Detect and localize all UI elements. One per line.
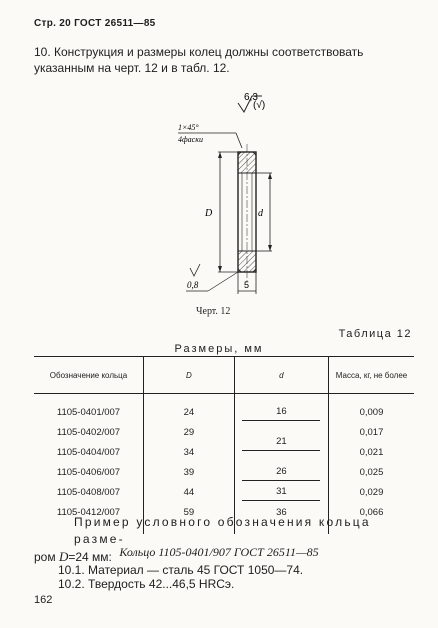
page-header: Стр. 20 ГОСТ 26511—85 [34,18,156,29]
drawing-caption: Черт. 12 [196,306,231,317]
intro-line-1: 10. Конструкция и размеры колец должны соответствовать [34,45,364,59]
dim-D-label: D [205,208,213,219]
table-row: 1105-0412/007 59 36 0,066 [34,502,414,534]
chamfer-label: 1×45° [178,123,199,132]
example-line-2: ром D=24 мм: [34,549,112,564]
intro-line-2: указанным на черт. 12 и в табл. 12. [34,61,230,75]
page-number: 162 [34,594,53,606]
ring-drawing [150,88,310,303]
table-row: 1105-0404/007 34 0,021 [34,442,414,462]
dim-width-label: 5 [244,280,250,290]
dimensions-header: Размеры, мм [174,343,264,355]
hardness-paragraph: 10.2. Твердость 42...46,5 HRCэ. [58,577,235,591]
col-header-designation: Обозначение кольца [34,357,143,394]
dim-bottom-label: 0,8 [187,280,199,290]
chamfer-note: 4фаски [178,135,203,144]
dim-d-label: d [258,208,263,219]
table-row: 1105-0406/007 39 26 0,025 [34,462,414,482]
example-line-1: Пример условного обозначения кольца разме- [74,515,371,546]
material-paragraph: 10.1. Материал — сталь 45 ГОСТ 1050—74. [58,563,304,577]
ring-table [34,356,414,534]
table-row: 1105-0401/007 24 16 0,009 [34,394,414,423]
example-designation: Кольцо 1105-0401/907 ГОСТ 26511—85 [119,545,319,559]
table-row: 1105-0402/007 29 21 0,017 [34,422,414,442]
svg-text:(√): (√) [253,100,266,111]
table-label: Таблица 12 [338,328,412,340]
roughness-value: 6,3 [244,92,258,103]
table-row: 1105-0408/007 44 31 0,029 [34,482,414,502]
col-header-d: d [234,357,328,394]
col-header-D: D [143,357,234,394]
col-header-mass: Масса, кг, не более [328,357,414,394]
